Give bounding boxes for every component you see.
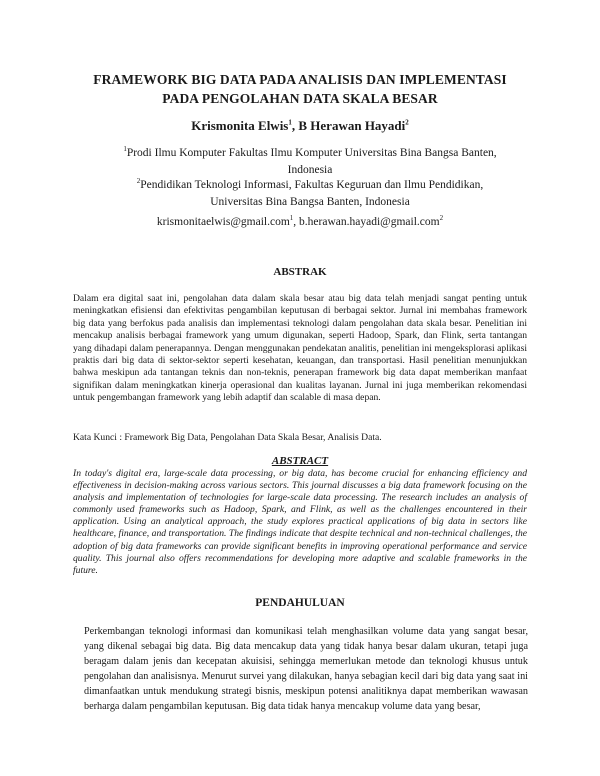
pendahuluan-body: Perkembangan teknologi informasi dan komunikasi telah menghasilkan volume data yang sangat besar, yang dikenal sebagai big data. Big data mencakup data yang tidak hanya besar dalam ukuran, tetapi juga beragam dalam jenis dan kecepatan akuisisi, sehingga memerlukan metode dan teknologi khusus untuk pengolahan dan analisisnya. Menurut survei yang dilakukan, hanya sebagian kecil dari big data yang saat ini dimanfaatkan untuk mendukung strategi bisnis, meskipun potensi analitiknya dapat memberikan wawasan berharga dalam pengambilan keputusan. Big data tidak hanya mencakup volume data yang besar,	[84, 626, 528, 712]
email-address: krismonitaelwis@gmail.com	[156, 216, 290, 228]
author-list	[60, 118, 540, 134]
abstract-heading: ABSTRACT	[271, 455, 329, 467]
email-mark: 1	[289, 214, 294, 223]
affiliation-text: Pendidikan Teknologi Informasi, Fakultas Keguruan dan Ilmu Pendidikan, Universitas Bina Bangsa Banten, Indonesia	[140, 179, 484, 208]
abstract-body: In today's digital era, large-scale data processing, or big data, has become crucial for enhancing efficiency and effectiveness in decision-making across various sectors. This journal discusses a big data framework focusing on the analysis and implementation of technologies for large-scale data processing. The research includes an analysis of commonly used frameworks such as Hadoop, Spark, and Flink, as well as the challenges encountered in their application. Using an analytical approach, the study explores practical applications of big data in sectors like healthcare, finance, and transportation. The findings indicate that despite technical and non-technical challenges, the adoption of big data frameworks can provide significant benefits in improving operational performance and service quality. This journal also offers recommendations for developing more adaptive and scalable frameworks in the future.	[73, 468, 527, 576]
author-name: B Herawan Hayadi	[298, 118, 406, 133]
title-line-2: PADA PENGOLAHAN DATA SKALA BESAR	[162, 91, 438, 106]
keywords: Kata Kunci : Framework Big Data, Pengolahan Data Skala Besar, Analisis Data.	[73, 432, 382, 443]
affiliation-2	[110, 177, 510, 211]
author-affiliation-mark: 2	[405, 118, 409, 127]
author-affiliation-mark: 1	[288, 118, 292, 127]
abstrak-body: Dalam era digital saat ini, pengolahan data dalam skala besar atau big data telah menjadi sangat penting untuk meningkatkan efisiensi dan efektivitas pengambilan keputusan di berbagai sektor. Jurnal ini membahas framework big data yang berfokus pada analisis dan implementasi teknologi dalam pengolahan data skala besar. Penelitian ini mencakup analisis berbagai framework yang umum digunakan, seperti Hadoop, Spark, dan Flink, serta tantangan yang dihadapi dalam penerapannya. Dengan menggunakan pendekatan analitis, penelitian ini mengeksplorasi aplikasi praktis dari big data di sektor-sektor seperti kesehatan, keuangan, dan transportasi. Hasil penelitian menunjukkan bahwa meskipun ada tantangan teknis dan non-teknis, penerapan framework big data dapat memberikan manfaat signifikan dalam meningkatkan kinerja operasional dan kualitas layanan. Jurnal ini juga memberikan rekomendasi untuk pengembangan framework yang lebih adaptif dan scalable di masa depan.	[73, 293, 527, 404]
email-address: b.herawan.hayadi@gmail.com	[299, 216, 440, 228]
affiliation-mark: 2	[136, 177, 141, 186]
abstrak-heading: ABSTRAK	[273, 266, 327, 278]
paper-title	[60, 70, 540, 108]
author-name: Krismonita Elwis	[191, 118, 289, 133]
email-mark: 2	[439, 214, 444, 223]
affiliation-mark: 1	[123, 145, 127, 154]
affiliation-1	[110, 145, 510, 179]
title-line-1: FRAMEWORK BIG DATA PADA ANALISIS DAN IMPLEMENTASI	[93, 72, 507, 87]
email-separator: ,	[293, 216, 300, 228]
author-emails	[60, 216, 540, 228]
affiliation-text: Prodi Ilmu Komputer Fakultas Ilmu Komputer Universitas Bina Bangsa Banten, Indonesia	[126, 147, 497, 176]
author-separator: ,	[291, 118, 299, 133]
section-heading-pendahuluan: PENDAHULUAN	[255, 597, 345, 609]
